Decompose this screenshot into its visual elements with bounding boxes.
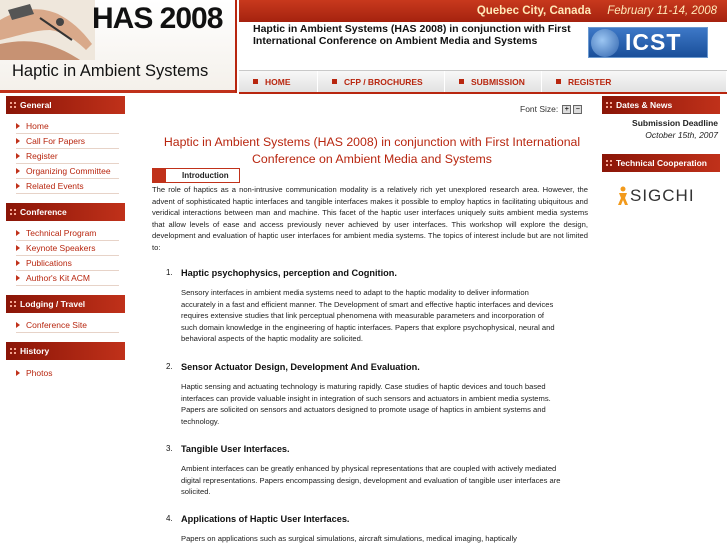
arrow-right-icon: [16, 153, 20, 159]
topic-number: 2.: [166, 362, 173, 371]
arrow-right-icon: [16, 260, 20, 266]
topic-item: [166, 268, 586, 345]
event-dates: February 11-14, 2008: [607, 5, 717, 17]
bullet-square-icon: [332, 79, 337, 84]
sidebar-heading-history: History: [6, 342, 125, 360]
sidebar-item-publications[interactable]: [16, 256, 119, 271]
nav-cfp-brochures[interactable]: [318, 71, 445, 92]
logo-underline: [0, 90, 235, 93]
topic-number: 3.: [166, 444, 173, 453]
sidebar-item-related-events[interactable]: [16, 179, 119, 194]
topic-item: [166, 444, 586, 498]
tab-accent: [153, 169, 166, 182]
topic-number: 1.: [166, 268, 173, 277]
sidebar-item-label: Photos: [26, 367, 53, 378]
sidebar-heading-conference: Conference: [6, 203, 125, 221]
nav-submission[interactable]: [445, 71, 542, 92]
topic-heading: [166, 268, 586, 278]
topic-heading: [166, 444, 586, 454]
introduction-tab-label: Introduction: [182, 171, 229, 180]
sidebar-list-conference: [6, 221, 125, 295]
haptic-hands-logo-image: [0, 0, 95, 60]
sidebar-item-label: Organizing Committee: [26, 166, 111, 176]
logo-name: Haptic in Ambient Systems: [12, 62, 209, 80]
arrow-right-icon: [16, 168, 20, 174]
nav-register[interactable]: [542, 71, 727, 92]
topic-heading: [166, 362, 586, 372]
arrow-right-icon: [16, 275, 20, 281]
font-size-label: Font Size:: [520, 104, 559, 114]
sidebar-list-lodging: [6, 313, 125, 342]
topic-title: Sensor Actuator Design, Development And Evaluation.: [181, 362, 420, 372]
topic-text: Haptic sensing and actuating technology is maturing rapidly. Case studies of haptic devices and touch based interfaces can provide valuable insight in integration of such sensors and actuators in ambient media systems. Papers are solicited on sensors and actuators designed to promote usage of haptics in ambient systems and technology.: [181, 382, 551, 426]
globe-icon: [591, 29, 619, 57]
top-bar: [239, 0, 727, 22]
bullet-square-icon: [459, 79, 464, 84]
arrow-right-icon: [16, 230, 20, 236]
topic-item: [166, 514, 586, 545]
sidebar-item-label: Call For Papers: [26, 136, 86, 146]
arrow-right-icon: [16, 245, 20, 251]
sigchi-figure-icon: [616, 186, 630, 206]
topic-title: Haptic psychophysics, perception and Cognition.: [181, 268, 397, 278]
sidebar-item-label: Keynote Speakers: [26, 243, 96, 253]
site-logo[interactable]: [0, 0, 237, 93]
sidebar-item-label: Publications: [26, 258, 72, 268]
arrow-right-icon: [16, 138, 20, 144]
page-title: Haptic in Ambient Systems (HAS 2008) in conjunction with First International Conference on Ambient Media and Systems: [163, 135, 581, 166]
submission-deadline-date: October 15th, 2007: [645, 130, 718, 140]
topic-text: Ambient interfaces can be greatly enhanced by physical representations that are coupled with actively mediated digital representations. Papers encompassing design, development and evaluation of tangible user interfaces are solicited.: [181, 464, 561, 496]
topic-text: Papers on applications such as surgical simulations, aircraft simulations, medical imaging, haptically: [181, 534, 517, 543]
sidebar-list-general: [6, 114, 125, 203]
logo-year: HAS 2008: [92, 2, 223, 35]
sidebar-item-technical-program[interactable]: [16, 226, 119, 241]
sidebar-item-label: Register: [26, 151, 58, 161]
technical-cooperation-heading: Technical Cooperation: [602, 154, 720, 172]
arrow-right-icon: [16, 183, 20, 189]
font-size-increase-button[interactable]: +: [562, 105, 571, 114]
sidebar-item-label: Home: [26, 121, 49, 131]
banner-title: Haptic in Ambient Systems (HAS 2008) in conjunction with First International Conference on Ambient Media and Systems: [253, 23, 571, 47]
arrow-right-icon: [16, 123, 20, 129]
event-location: Quebec City, Canada: [476, 5, 591, 17]
sigchi-logo[interactable]: [616, 186, 720, 206]
introduction-tab: [152, 168, 240, 183]
sidebar-heading-general: General: [6, 96, 125, 114]
topic-title: Applications of Haptic User Interfaces.: [181, 514, 350, 524]
main-nav: [239, 70, 727, 94]
sidebar-item-keynote-speakers[interactable]: [16, 241, 119, 256]
nav-cfp-label: CFP / BROCHURES: [344, 76, 423, 87]
nav-register-label: REGISTER: [568, 76, 612, 87]
sidebar-item-label: Author's Kit ACM: [26, 273, 90, 283]
topic-text: Sensory interfaces in ambient media systems need to adapt to the haptic modality to deliver information accurately in a fast and efficient manner. The Development of smart and effective haptic interfaces and devices requires extensive studies that link perceptual phenomena with measurable parameters and incorporation of such domain knowledge in the engineering of haptic interfaces. Papers that explore psychophysical, neural and behavioral aspects of the haptic modality are solicited.: [181, 288, 555, 343]
left-sidebar: [6, 96, 125, 389]
topic-title: Tangible User Interfaces.: [181, 444, 290, 454]
nav-home[interactable]: [239, 71, 318, 92]
nav-home-label: HOME: [265, 76, 291, 87]
sidebar-item-home[interactable]: [16, 119, 119, 134]
sidebar-item-photos[interactable]: [16, 365, 119, 380]
sidebar-item-label: Conference Site: [26, 320, 87, 330]
sidebar-item-label: Technical Program: [26, 228, 97, 238]
right-sidebar: [602, 96, 720, 206]
dates-news-heading: Dates & News: [602, 96, 720, 114]
sidebar-item-authors-kit-acm[interactable]: [16, 271, 119, 286]
sidebar-heading-lodging-travel: Lodging / Travel: [6, 295, 125, 313]
font-size-control: [520, 104, 582, 114]
nav-submission-label: SUBMISSION: [471, 76, 525, 87]
sidebar-item-label: Related Events: [26, 181, 84, 191]
bullet-square-icon: [556, 79, 561, 84]
sigchi-logo-text: SIGCHI: [630, 186, 695, 205]
topic-heading: [166, 514, 586, 524]
topic-item: [166, 362, 586, 427]
icst-logo[interactable]: [588, 27, 708, 58]
bullet-square-icon: [253, 79, 258, 84]
sidebar-item-organizing-committee[interactable]: [16, 164, 119, 179]
sidebar-item-conference-site[interactable]: [16, 318, 119, 333]
icst-logo-text: ICST: [625, 29, 682, 55]
topic-number: 4.: [166, 514, 173, 523]
introduction-text: The role of haptics as a non-intrusive communication modality is a relatively rich yet unexplored research area. However, the advent of sophisticated haptic interfaces and tangible interfaces makes it possible to employ haptics in facilitating ubiquitous and veridical interactions between man and machine. This facet of the haptic user interfaces uniquely suits ambient media systems that allow levels of ease and access previously never achieved by user interfaces. This workshop will explore the design, development and evaluation of haptic user interfaces for ambient media systems. The topics of interest include but are not limited to:: [152, 185, 588, 252]
arrow-right-icon: [16, 370, 20, 376]
submission-deadline-label: Submission Deadline: [632, 118, 718, 128]
arrow-right-icon: [16, 322, 20, 328]
sidebar-item-call-for-papers[interactable]: [16, 134, 119, 149]
sidebar-item-register[interactable]: [16, 149, 119, 164]
font-size-decrease-button[interactable]: −: [573, 105, 582, 114]
sidebar-list-history: [6, 360, 125, 389]
